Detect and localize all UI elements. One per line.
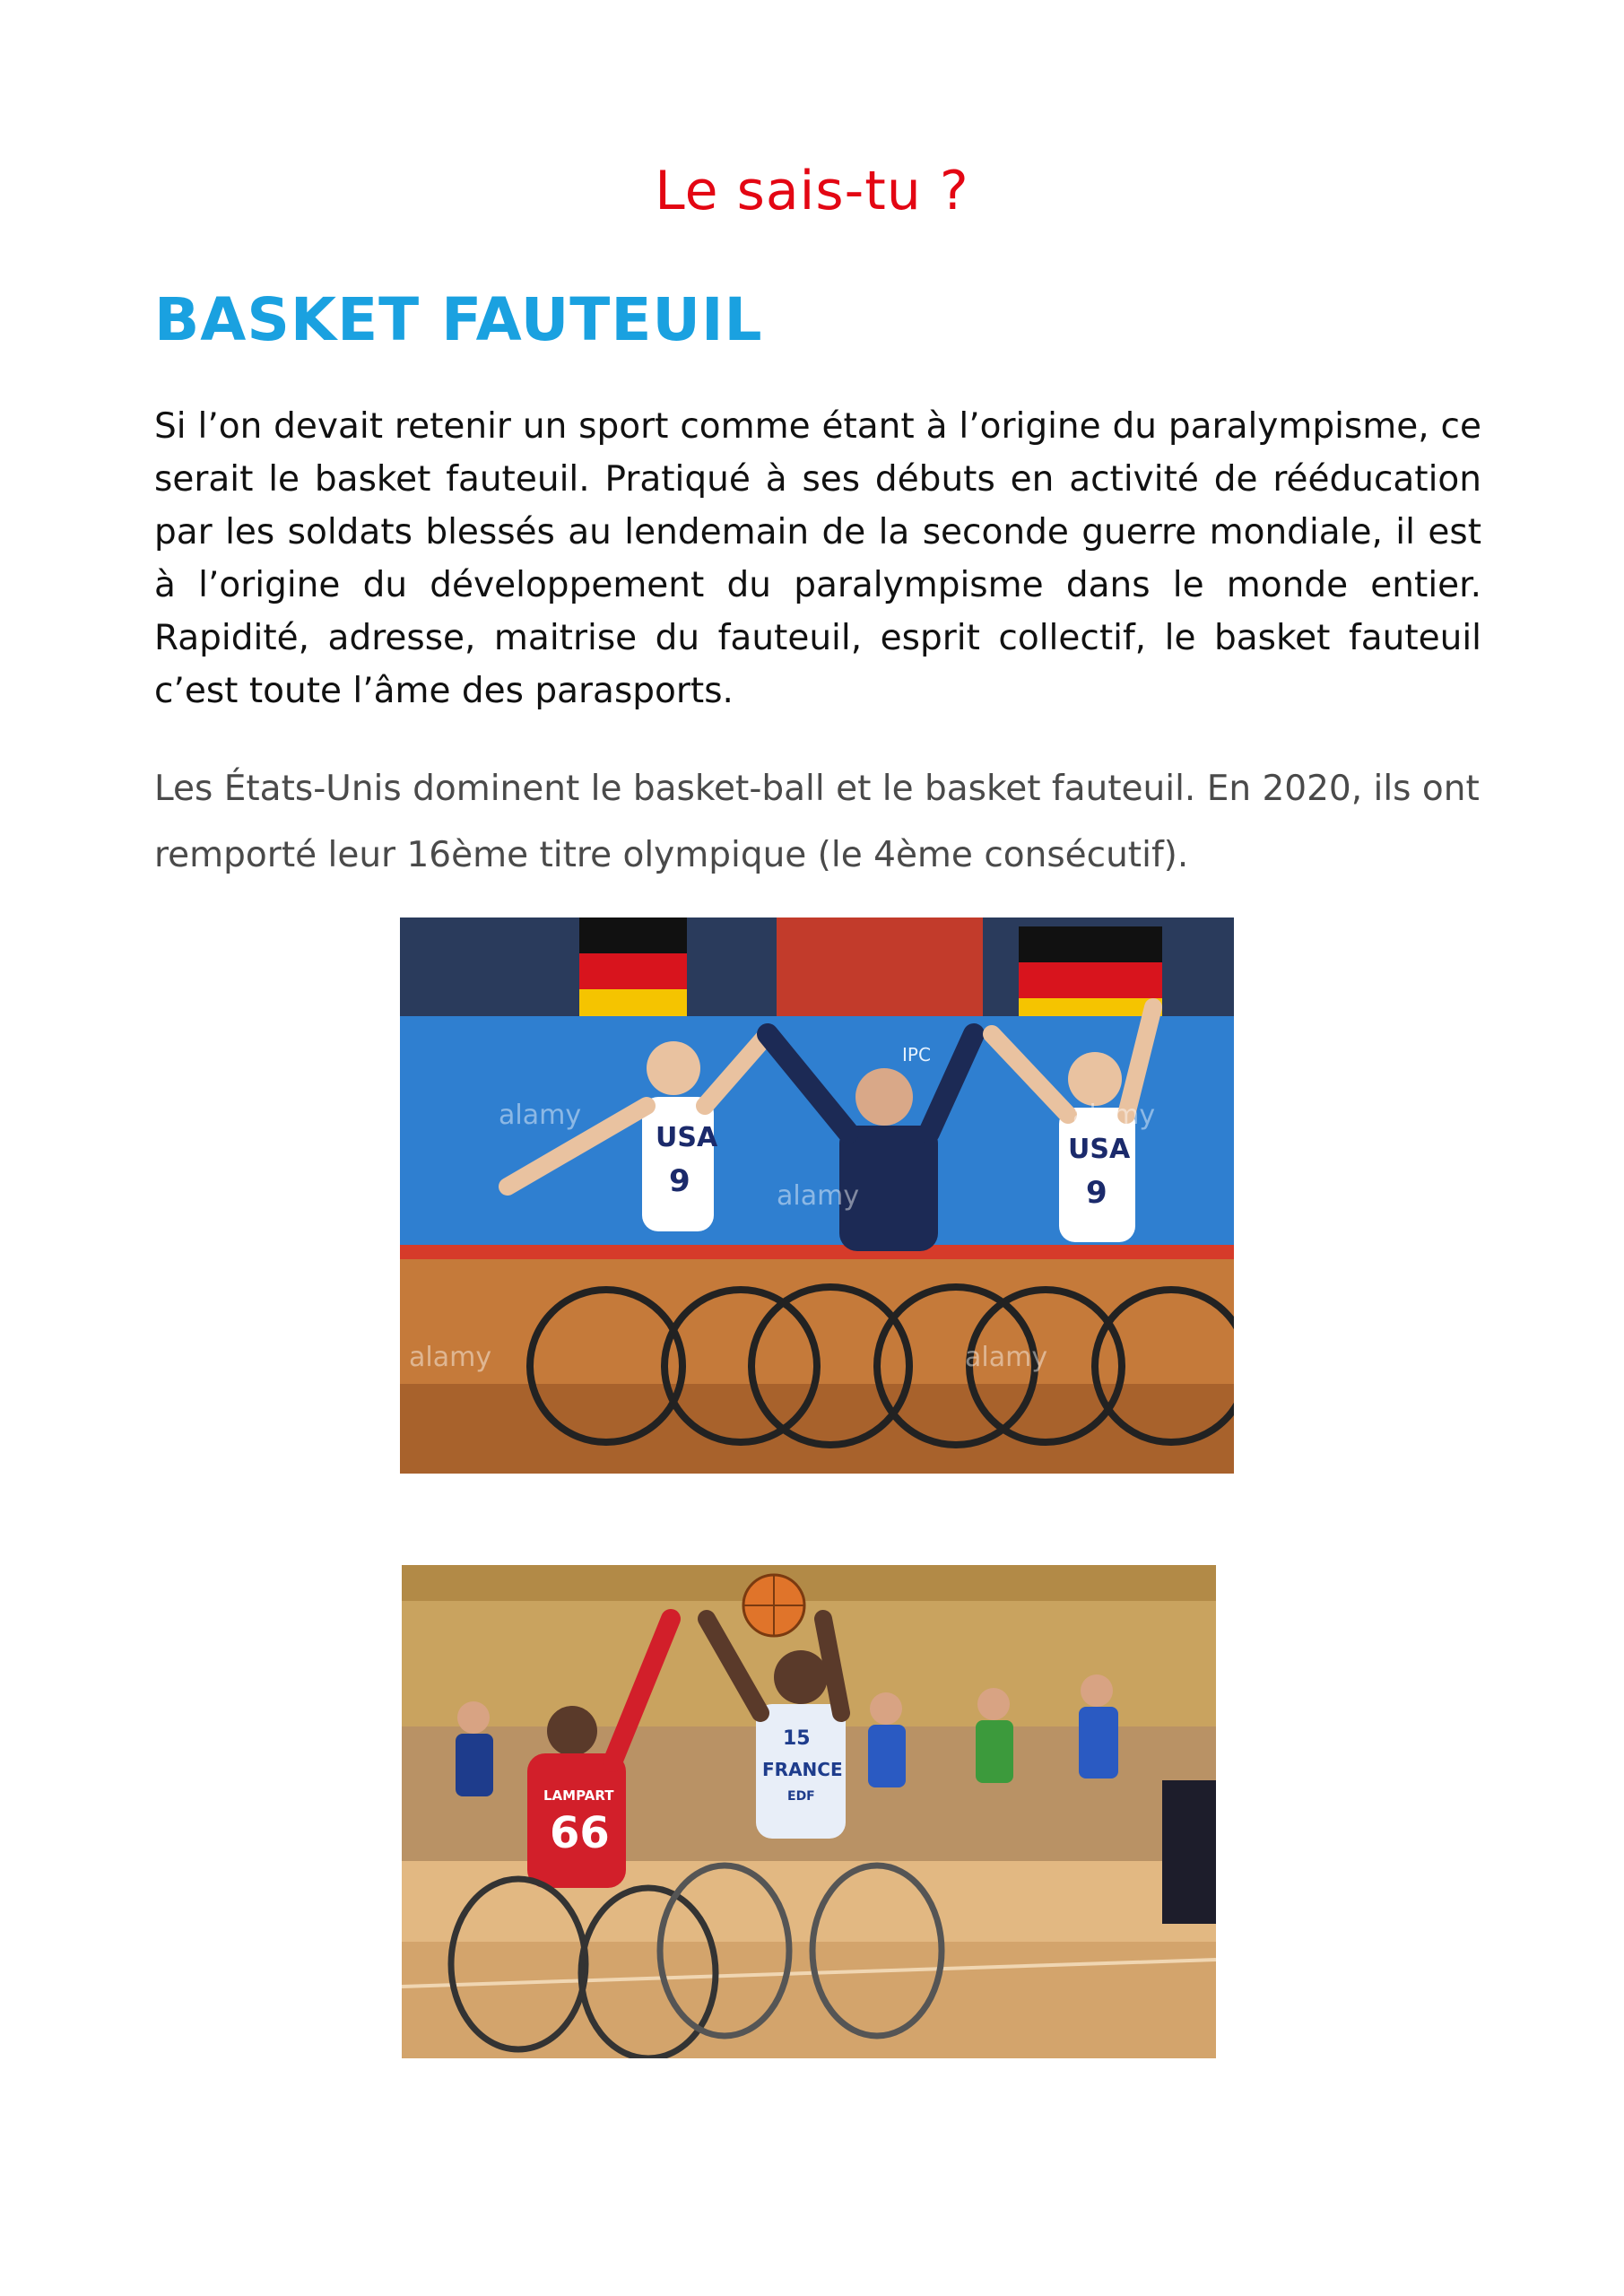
watermark-4: alamy xyxy=(965,1342,1048,1373)
page-title: BASKET FAUTEUIL xyxy=(154,285,763,354)
watermark-1: alamy xyxy=(499,1100,582,1131)
usa-jersey-text-right: USA xyxy=(1068,1134,1131,1165)
ipc-banner-text: IPC xyxy=(902,1044,931,1065)
usa-team-photo xyxy=(400,918,1234,1474)
france-jersey-sponsor: EDF xyxy=(787,1789,815,1804)
kicker-heading: Le sais-tu ? xyxy=(655,160,969,222)
opponent-name: LAMPART xyxy=(543,1787,614,1804)
watermark-2: alamy xyxy=(777,1180,860,1212)
usa-fact-paragraph: Les États-Unis dominent le basket-ball et le basket fauteuil. En 2020, ils ont remporté leur 16ème titre olympique (le 4ème consécutif). xyxy=(154,769,1480,875)
watermark-5: alamy xyxy=(1073,1100,1156,1131)
france-jersey-number: 15 xyxy=(783,1727,811,1750)
france-jersey-text: FRANCE xyxy=(762,1759,843,1780)
watermark-3: alamy xyxy=(409,1342,492,1373)
usa-jersey-number-right: 9 xyxy=(1086,1175,1107,1211)
usa-jersey-text-left: USA xyxy=(656,1122,718,1153)
france-match-photo xyxy=(402,1565,1216,2058)
usa-jersey-number-left: 9 xyxy=(669,1163,690,1199)
intro-paragraph: Si l’on devait retenir un sport comme étant à l’origine du paralympisme, ce serait le basket fauteuil. Pratiqué à ses débuts en activité de rééducation par les soldats blessés au lendemain de la seconde guerre mondiale, il est à l’origine du développement du paralympisme dans le monde entier. Rapidité, adresse, maitrise du fauteuil, esprit collectif, le basket fauteuil c’est toute l’âme des parasports. xyxy=(154,406,1481,711)
opponent-number: 66 xyxy=(550,1808,610,1858)
